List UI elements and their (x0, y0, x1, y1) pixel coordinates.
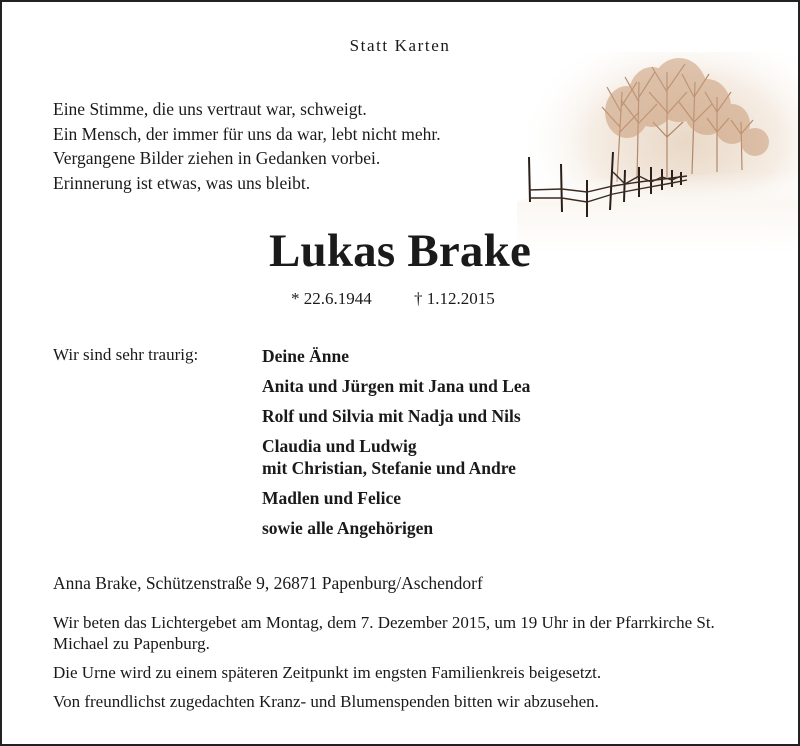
winter-landscape-image (517, 52, 798, 252)
mourner-entry (262, 345, 530, 367)
mourner-entry (262, 405, 530, 427)
urn-notice: Die Urne wird zu einem späteren Zeitpunkt im engsten Familienkreis beigesetzt. (53, 663, 602, 682)
birth-date: * 22.6.1944 (291, 289, 372, 308)
mourners-list (262, 345, 530, 547)
mourner-line: Madlen und Felice (262, 488, 402, 508)
deceased-name: Lukas Brake (268, 225, 532, 277)
mourner-entry (262, 375, 530, 397)
poem-line: Eine Stimme, die uns vertraut war, schweigt. (53, 99, 367, 119)
poem (53, 97, 441, 195)
poem-line: Vergangene Bilder ziehen in Gedanken vorbei. (53, 148, 381, 168)
life-dates (291, 289, 495, 309)
mourner-line: Rolf und Silvia mit Nadja und Nils (262, 406, 521, 426)
mourner-line: Claudia und Ludwig (262, 436, 417, 456)
mourner-line: mit Christian, Stefanie und Andre (262, 458, 516, 478)
mourner-entry (262, 435, 530, 479)
poem-line: Ein Mensch, der immer für uns da war, lebt nicht mehr. (53, 123, 441, 144)
flowers-notice: Von freundlichst zugedachten Kranz- und Blumenspenden bitten wir abzusehen. (53, 692, 599, 711)
family-address: Anna Brake, Schützenstraße 9, 26871 Papenburg/Aschendorf (53, 573, 483, 593)
prayer-notice: Wir beten das Lichtergebet am Montag, dem 7. Dezember 2015, um 19 Uhr in der Pfarrkirche St. Michael zu Papenburg. (53, 613, 715, 653)
mourner-line: Deine Änne (262, 346, 350, 366)
mourner-line: sowie alle Angehörigen (262, 518, 434, 538)
mourner-entry (262, 517, 530, 539)
death-date: † 1.12.2015 (414, 289, 495, 308)
mourner-entry (262, 487, 530, 509)
poem-line: Erinnerung ist etwas, was uns bleibt. (53, 172, 311, 193)
header-text: Statt Karten (349, 36, 451, 55)
notices (53, 612, 773, 720)
mourner-line: Anita und Jürgen mit Jana und Lea (262, 376, 531, 396)
mourners-label: Wir sind sehr traurig: (53, 345, 199, 364)
